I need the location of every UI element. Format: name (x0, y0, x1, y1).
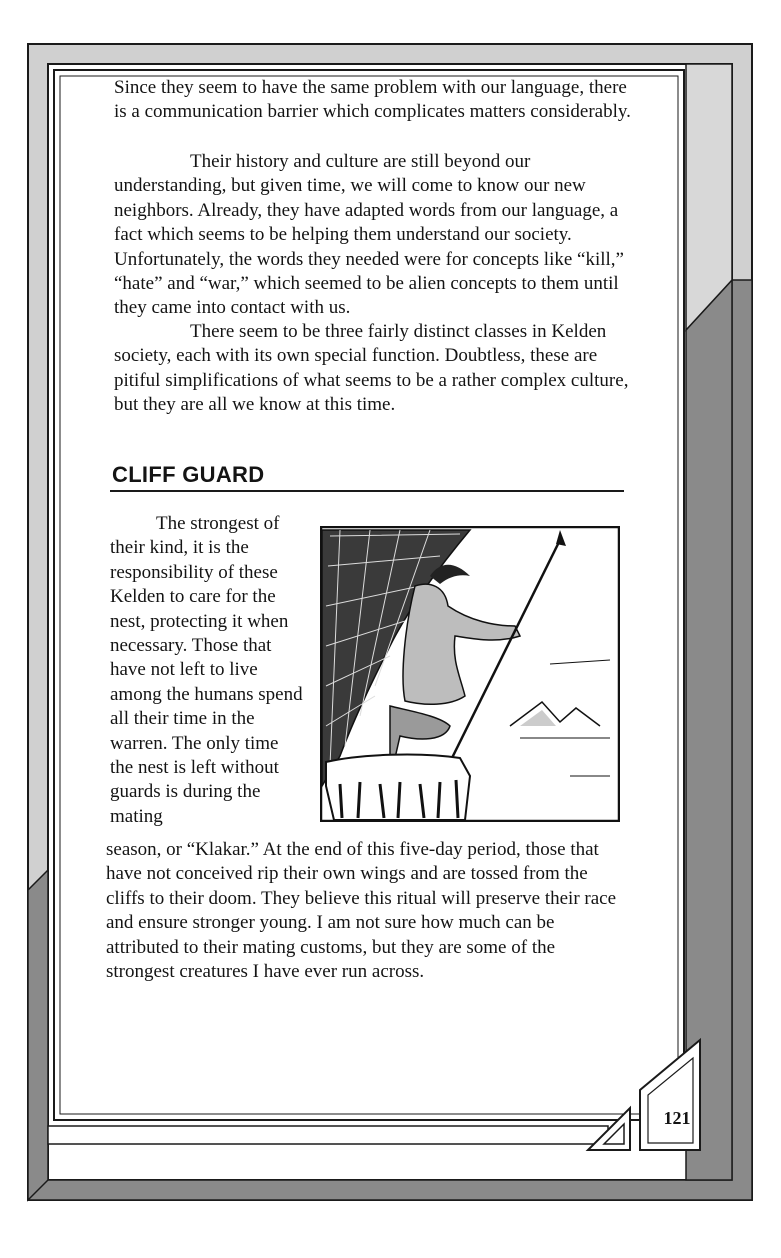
cliff-guard-paragraph-2: season, or “Klakar.” At the end of this five-day period, those that have not conceived rip their own wings and are tossed from the cliffs to their doom. They believe this ritual will preserve their race and ensure stronger young. I am not sure how much can be attributed to their mating customs, but they are some of the strongest creatures I have ever run across. (106, 839, 617, 983)
heading-rule (110, 490, 624, 492)
intro-paragraph-2: Their history and culture are still beyond our understanding, but given time, we will come to know our new neighbors. Already, they have adapted words from our language, a fact which seems to be helping them understand our society. Unfortunately, the words they needed were for concepts like “kill,” “hate” and “war,” which seemed to be alien concepts to them until they came into contact with us. (114, 151, 624, 319)
intro-paragraph-3: There seem to be three fairly distinct classes in Kelden society, each with its own special function. Doubtless, these are pitiful simplifications of what seems to be a rather complex culture, but they are all we know at this time. (114, 321, 629, 416)
intro-paragraph-1: Since they seem to have the same problem with our language, there is a communication barrier which complicates matters considerably. (114, 77, 631, 123)
cliff-guard-paragraph-1: The strongest of their kind, it is the responsibility of these Kelden to care for the nest, protecting it when necessary. Those that have not left to live among the humans spend all their time in the warren. The only time the nest is left without guards is during the mating (110, 513, 303, 827)
page-number: 121 (663, 1108, 691, 1128)
frame-bottom-strip (48, 1126, 608, 1144)
cliff-guard-illustration (320, 526, 620, 822)
frame-left-dark (28, 870, 48, 1200)
section-heading: CLIFF GUARD (112, 462, 265, 487)
